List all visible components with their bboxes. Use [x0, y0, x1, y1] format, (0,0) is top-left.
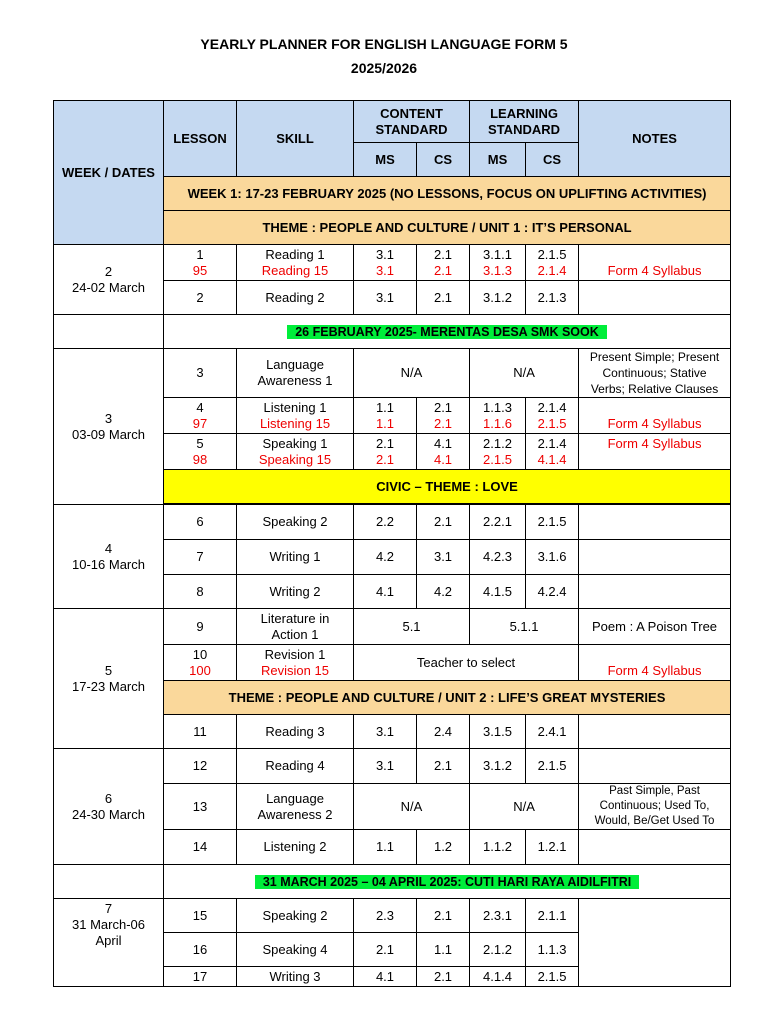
content-ms-cell: 2.3	[354, 899, 417, 933]
notes-cell: Past Simple, Past Continuous; Used To, Would, Be/Get Used To	[579, 784, 731, 830]
teacher-to-select-cell: Teacher to select	[354, 645, 579, 681]
notes-cell	[579, 281, 731, 315]
header-week-dates: WEEK / DATES	[54, 101, 164, 245]
skill-cell: Writing 2	[237, 575, 354, 609]
lesson-cell: 12	[164, 749, 237, 784]
content-ms-cell: 3.1	[354, 281, 417, 315]
header-lesson: LESSON	[164, 101, 237, 177]
skill-cell: Writing 3	[237, 967, 354, 987]
learning-cs-cell: 2.4.1	[526, 715, 579, 749]
content-cs-cell: 2.1	[417, 899, 470, 933]
content-ms-cell: 3.1 3.1	[354, 245, 417, 281]
theme2-banner: THEME : PEOPLE AND CULTURE / UNIT 2 : LIFE’S GREAT MYSTERIES	[164, 681, 731, 715]
content-ms-cell: 3.1	[354, 749, 417, 784]
content-ms-cell: 2.2	[354, 505, 417, 540]
notes-cell	[579, 899, 731, 987]
lesson-cell: 7	[164, 540, 237, 575]
lesson-cell: 16	[164, 933, 237, 967]
notes-cell	[579, 830, 731, 865]
learning-cs-cell: 1.2.1	[526, 830, 579, 865]
learning-ms-cell: 3.1.5	[470, 715, 526, 749]
lesson-cell: 2	[164, 281, 237, 315]
content-ms-cell: 4.1	[354, 575, 417, 609]
lesson-cell: 9	[164, 609, 237, 645]
skill-cell: Reading 1 Reading 15	[237, 245, 354, 281]
learning-ms-cell: 3.1.2	[470, 281, 526, 315]
header-content-standard: CONTENT STANDARD	[354, 101, 470, 143]
content-standard-cell: N/A	[354, 784, 470, 830]
skill-cell: Writing 1	[237, 540, 354, 575]
learning-ms-cell: 4.1.4	[470, 967, 526, 987]
learning-cs-cell: 2.1.5	[526, 749, 579, 784]
learning-cs-cell: 2.1.3	[526, 281, 579, 315]
notes-cell: Form 4 Syllabus	[579, 434, 731, 470]
lesson-cell: 10 100	[164, 645, 237, 681]
learning-cs-cell: 4.2.4	[526, 575, 579, 609]
content-ms-cell: 1.1	[354, 830, 417, 865]
learning-cs-cell: 2.1.5	[526, 505, 579, 540]
content-cs-cell: 2.1	[417, 749, 470, 784]
content-cs-cell: 1.1	[417, 933, 470, 967]
content-cs-cell: 1.2	[417, 830, 470, 865]
notes-cell: Form 4 Syllabus	[579, 398, 731, 434]
lesson-cell: 8	[164, 575, 237, 609]
skill-cell: Language Awareness 2	[237, 784, 354, 830]
week-6-cell: 6 24-30 March	[54, 749, 164, 865]
learning-cs-cell: 3.1.6	[526, 540, 579, 575]
content-ms-cell: 3.1	[354, 715, 417, 749]
page-title: YEARLY PLANNER FOR ENGLISH LANGUAGE FORM 5	[200, 36, 568, 52]
learning-ms-cell: 2.1.2	[470, 933, 526, 967]
notes-cell	[579, 749, 731, 784]
learning-ms-cell: 1.1.2	[470, 830, 526, 865]
skill-cell: Revision 1 Revision 15	[237, 645, 354, 681]
lesson-cell: 15	[164, 899, 237, 933]
content-cs-cell: 2.4	[417, 715, 470, 749]
skill-cell: Speaking 2	[237, 505, 354, 540]
learning-cs-cell: 2.1.5 2.1.4	[526, 245, 579, 281]
content-cs-cell: 3.1	[417, 540, 470, 575]
skill-cell: Reading 4	[237, 749, 354, 784]
header-skill: SKILL	[237, 101, 354, 177]
raya-holiday-banner: 31 MARCH 2025 – 04 APRIL 2025: CUTI HARI RAYA AIDILFITRI	[164, 865, 731, 899]
learning-cs-cell: 1.1.3	[526, 933, 579, 967]
content-cs-cell: 2.1	[417, 505, 470, 540]
week-7-cell: 7 31 March-06 April	[54, 899, 164, 987]
skill-cell: Listening 1 Listening 15	[237, 398, 354, 434]
theme1-banner: THEME : PEOPLE AND CULTURE / UNIT 1 : IT’S PERSONAL	[164, 211, 731, 245]
notes-cell	[579, 505, 731, 540]
learning-ms-cell: 2.2.1	[470, 505, 526, 540]
learning-ms-cell: 4.1.5	[470, 575, 526, 609]
notes-cell: Form 4 Syllabus	[579, 245, 731, 281]
header-learning-cs: CS	[526, 143, 579, 177]
civic-banner: CIVIC – THEME : LOVE	[164, 470, 731, 504]
learning-ms-cell: 2.1.2 2.1.5	[470, 434, 526, 470]
week-5-cell: 5 17-23 March	[54, 609, 164, 749]
learning-ms-cell: 1.1.3 1.1.6	[470, 398, 526, 434]
merentas-banner: 26 FEBRUARY 2025- MERENTAS DESA SMK SOOK	[164, 315, 731, 349]
learning-standard-cell: N/A	[470, 349, 579, 398]
skill-cell: Speaking 2	[237, 899, 354, 933]
lesson-cell: 3	[164, 349, 237, 398]
yearly-planner-table	[53, 100, 731, 987]
lesson-cell: 14	[164, 830, 237, 865]
notes-cell: Present Simple; Present Continuous; Stative Verbs; Relative Clauses	[579, 349, 731, 398]
notes-cell: Poem : A Poison Tree	[579, 609, 731, 645]
learning-ms-cell: 3.1.1 3.1.3	[470, 245, 526, 281]
learning-cs-cell: 2.1.5	[526, 967, 579, 987]
learning-ms-cell: 4.2.3	[470, 540, 526, 575]
learning-standard-cell: N/A	[470, 784, 579, 830]
header-learning-ms: MS	[470, 143, 526, 177]
page-subtitle-year: 2025/2026	[350, 60, 418, 76]
empty-week-cell	[54, 865, 164, 899]
lesson-cell: 4 97	[164, 398, 237, 434]
skill-cell: Listening 2	[237, 830, 354, 865]
skill-cell: Reading 2	[237, 281, 354, 315]
content-ms-cell: 2.1	[354, 933, 417, 967]
content-cs-cell: 4.1 4.1	[417, 434, 470, 470]
notes-cell: Form 4 Syllabus	[579, 645, 731, 681]
notes-cell	[579, 715, 731, 749]
learning-ms-cell: 3.1.2	[470, 749, 526, 784]
empty-week-cell	[54, 315, 164, 349]
content-cs-cell: 2.1 2.1	[417, 245, 470, 281]
content-standard-cell: N/A	[354, 349, 470, 398]
content-standard-cell: 5.1	[354, 609, 470, 645]
learning-cs-cell: 2.1.1	[526, 899, 579, 933]
header-learning-standard: LEARNING STANDARD	[470, 101, 579, 143]
week-4-cell: 4 10-16 March	[54, 505, 164, 609]
lesson-cell: 1 95	[164, 245, 237, 281]
lesson-cell: 6	[164, 505, 237, 540]
week-3-cell: 3 03-09 March	[54, 349, 164, 505]
content-cs-cell: 4.2	[417, 575, 470, 609]
notes-cell	[579, 575, 731, 609]
skill-cell: Language Awareness 1	[237, 349, 354, 398]
header-notes: NOTES	[579, 101, 731, 177]
learning-cs-cell: 2.1.4 2.1.5	[526, 398, 579, 434]
skill-cell: Speaking 4	[237, 933, 354, 967]
content-ms-cell: 4.1	[354, 967, 417, 987]
week1-banner: WEEK 1: 17-23 FEBRUARY 2025 (NO LESSONS, FOCUS ON UPLIFTING ACTIVITIES)	[164, 177, 731, 211]
lesson-cell: 17	[164, 967, 237, 987]
header-content-ms: MS	[354, 143, 417, 177]
week-2-cell: 2 24-02 March	[54, 245, 164, 315]
learning-standard-cell: 5.1.1	[470, 609, 579, 645]
learning-ms-cell: 2.3.1	[470, 899, 526, 933]
notes-cell	[579, 540, 731, 575]
content-ms-cell: 2.1 2.1	[354, 434, 417, 470]
content-cs-cell: 2.1	[417, 967, 470, 987]
content-cs-cell: 2.1 2.1	[417, 398, 470, 434]
lesson-cell: 5 98	[164, 434, 237, 470]
content-ms-cell: 4.2	[354, 540, 417, 575]
learning-cs-cell: 2.1.4 4.1.4	[526, 434, 579, 470]
header-content-cs: CS	[417, 143, 470, 177]
content-cs-cell: 2.1	[417, 281, 470, 315]
skill-cell: Speaking 1 Speaking 15	[237, 434, 354, 470]
content-ms-cell: 1.1 1.1	[354, 398, 417, 434]
lesson-cell: 11	[164, 715, 237, 749]
lesson-cell: 13	[164, 784, 237, 830]
skill-cell: Literature in Action 1	[237, 609, 354, 645]
skill-cell: Reading 3	[237, 715, 354, 749]
